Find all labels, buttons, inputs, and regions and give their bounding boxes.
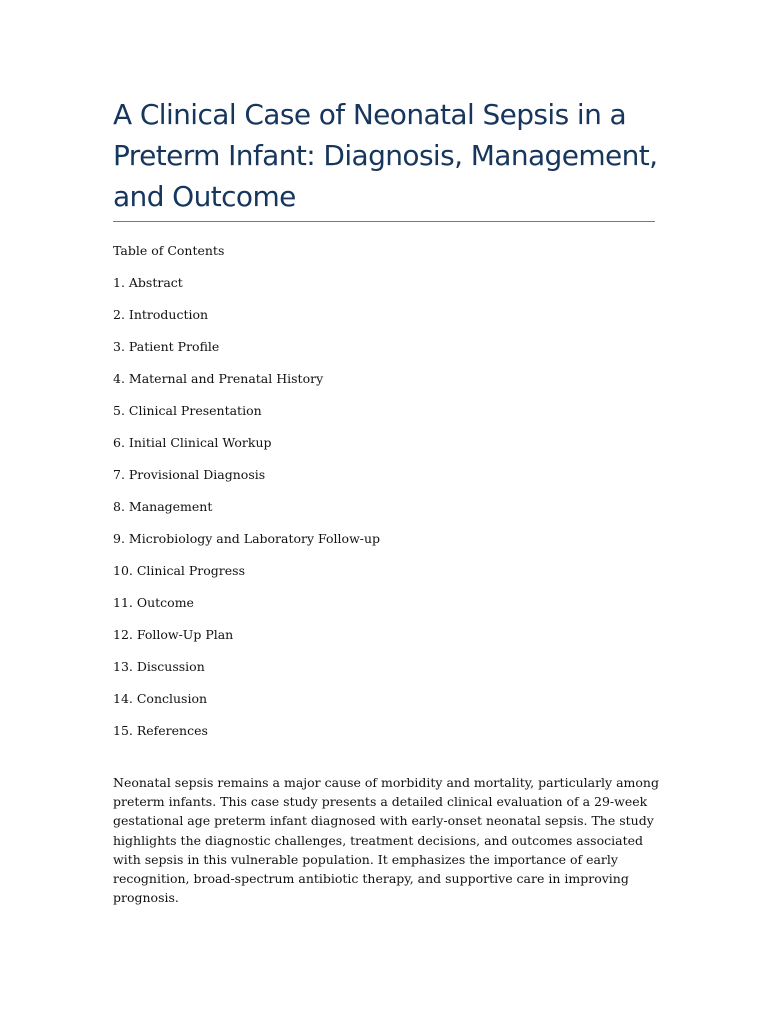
toc-item: 12. Follow-Up Plan	[113, 627, 234, 642]
toc-item: 2. Introduction	[113, 307, 209, 322]
toc-heading: Table of Contents	[113, 243, 225, 258]
toc-item: 6. Initial Clinical Workup	[113, 435, 272, 450]
toc-item: 14. Conclusion	[113, 691, 208, 706]
title-underline	[113, 221, 655, 222]
toc-item: 13. Discussion	[113, 659, 205, 674]
toc-item: 11. Outcome	[113, 595, 194, 610]
toc-item: 10. Clinical Progress	[113, 563, 246, 578]
toc-item: 3. Patient Profile	[113, 339, 220, 354]
toc-item: 15. References	[113, 723, 208, 738]
toc-item: 1. Abstract	[113, 275, 183, 290]
toc-item: 9. Microbiology and Laboratory Follow-up	[113, 531, 381, 546]
toc-item: 5. Clinical Presentation	[113, 403, 262, 418]
toc-item: 8. Management	[113, 499, 213, 514]
toc-item: 7. Provisional Diagnosis	[113, 467, 266, 482]
abstract-paragraph: Neonatal sepsis remains a major cause of morbidity and mortality, particularly among preterm infants. This case study presents a detailed clinical evaluation of a 29-week gestational age preterm infant diagnosed with early-onset neonatal sepsis. The study highlights the diagnostic challenges, treatment decisions, and outcomes associated with sepsis in this vulnerable population. It emphasizes the importance of early recognition, broad-spectrum antibiotic therapy, and supportive care in improving prognosis.	[113, 775, 659, 906]
toc-item: 4. Maternal and Prenatal History	[113, 371, 324, 386]
table-of-contents	[113, 241, 380, 753]
document-title: A Clinical Case of Neonatal Sepsis in a Preterm Infant: Diagnosis, Management, and Outcome	[113, 98, 658, 213]
